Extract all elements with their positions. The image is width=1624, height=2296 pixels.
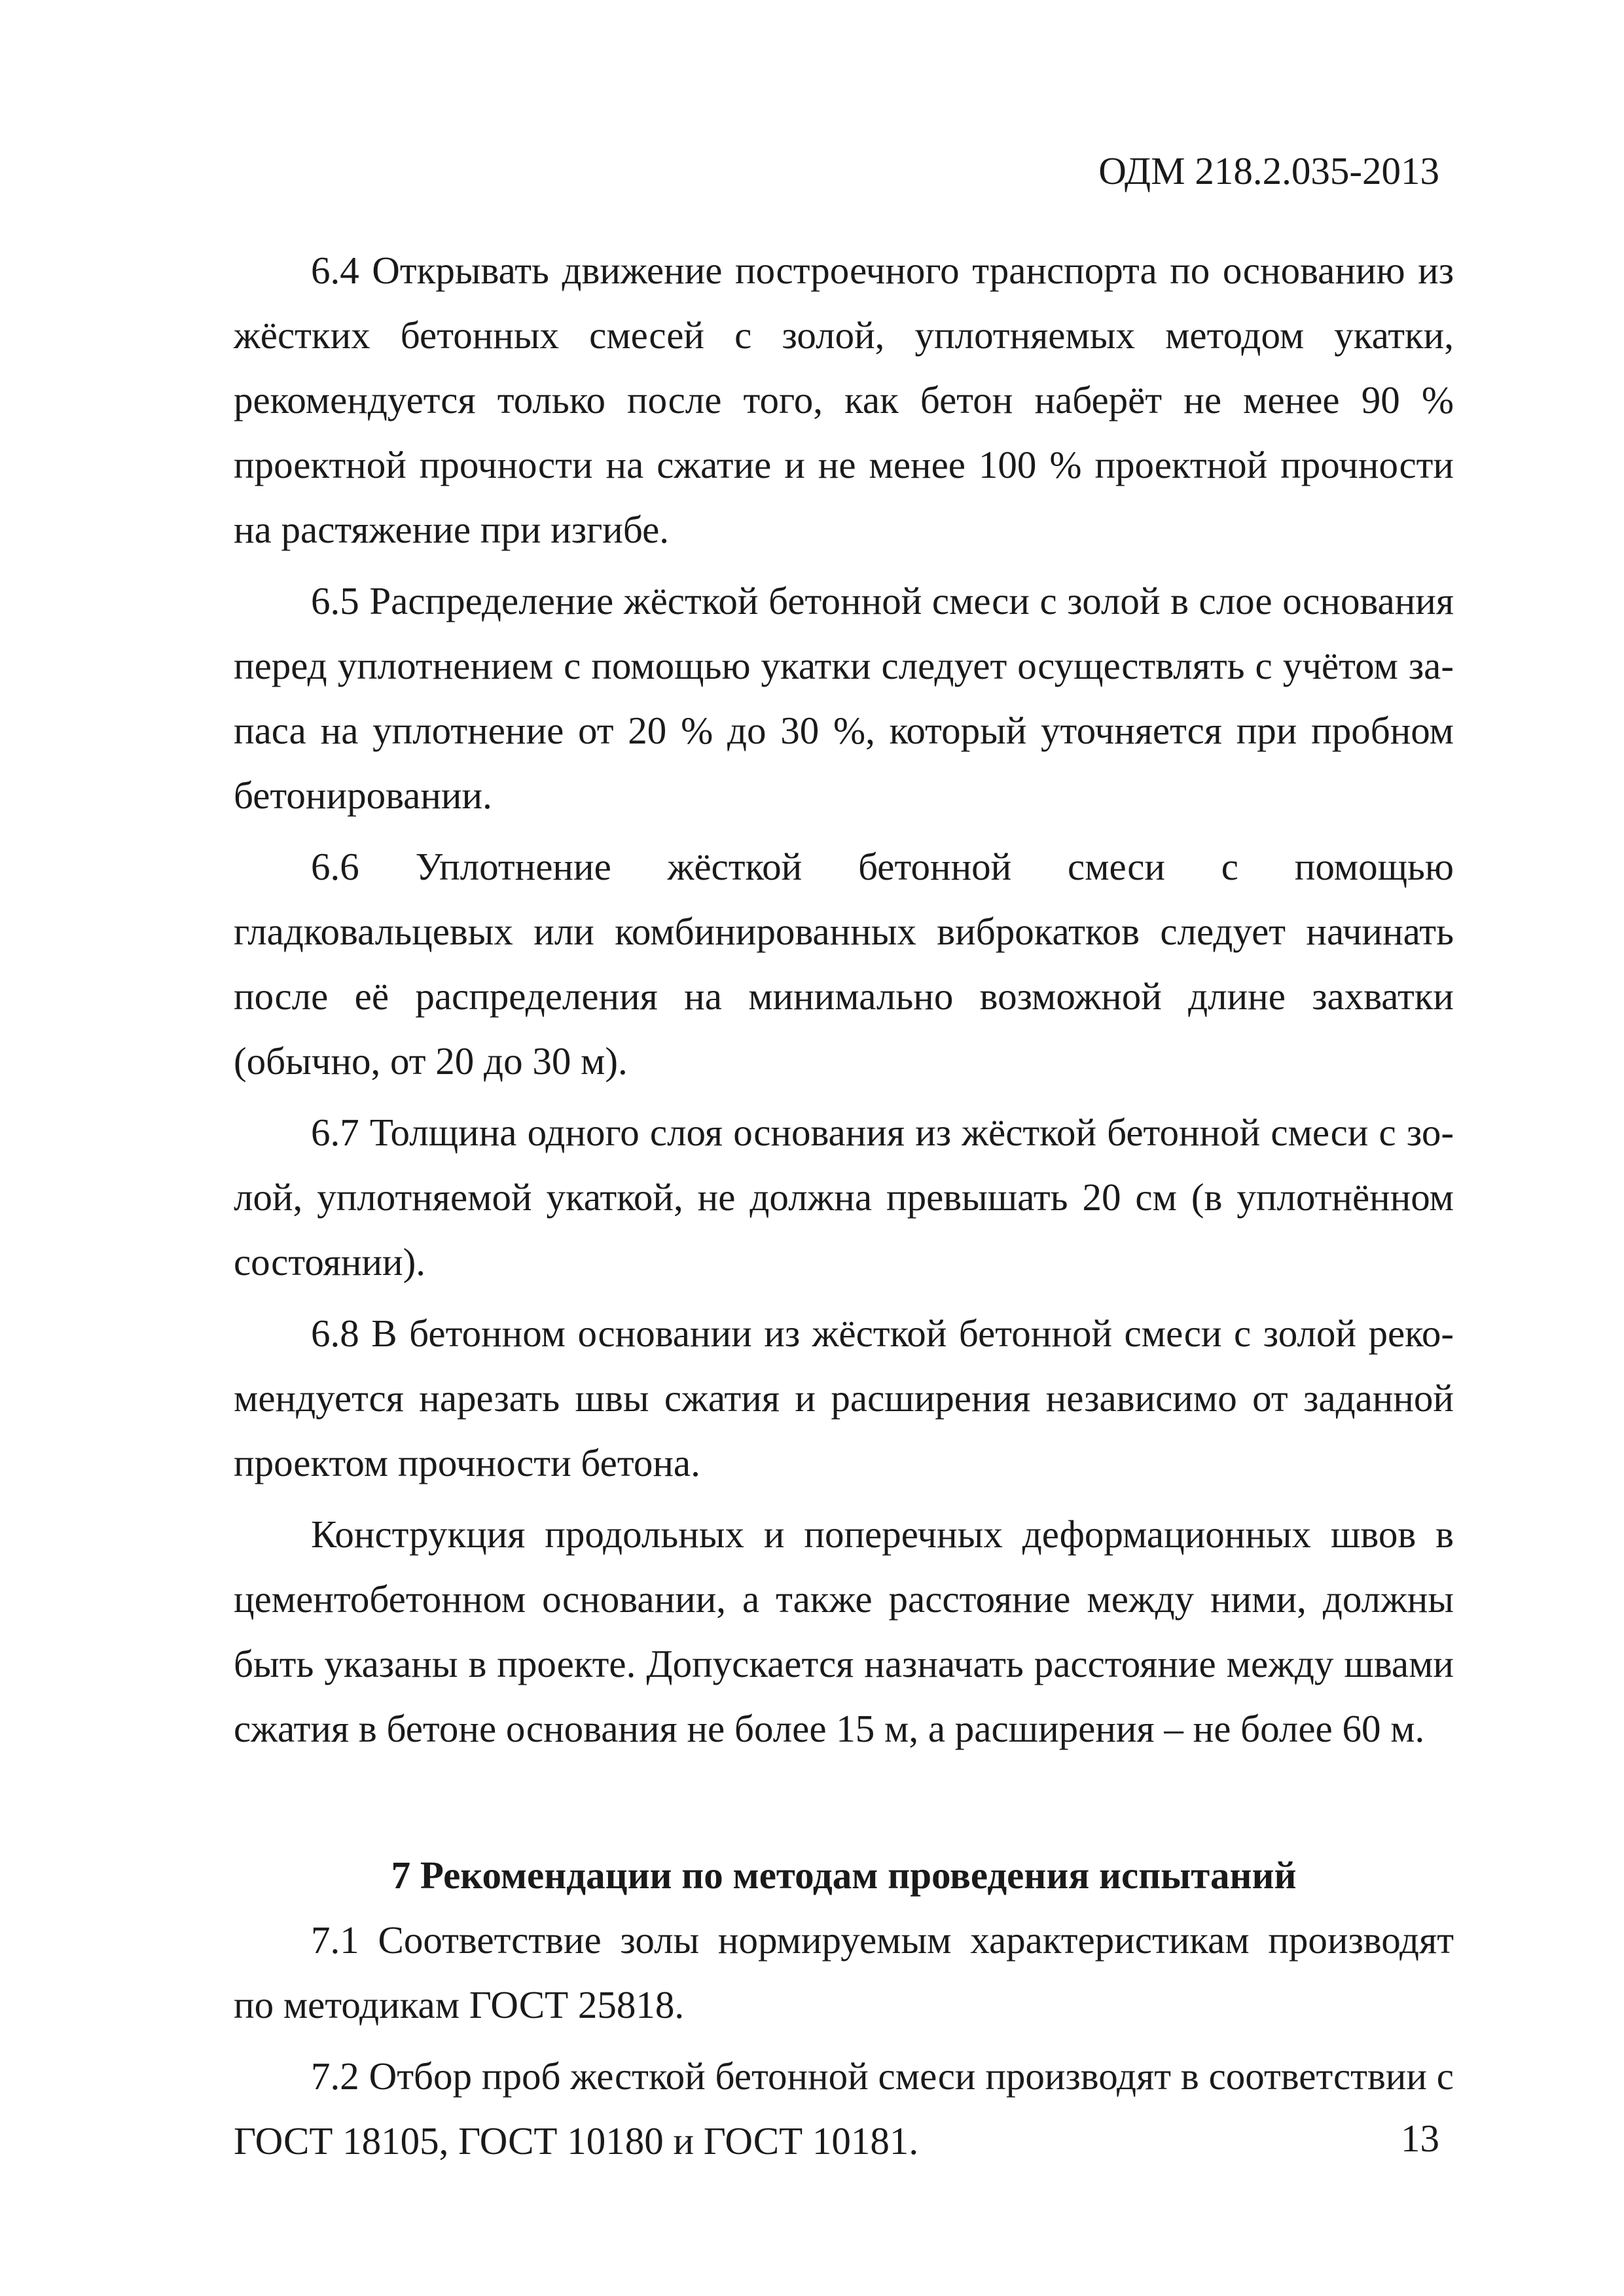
paragraph-6-5: 6.5 Распределение жёсткой бетонной смеси с золой в слое основания перед уплотнением с помощью укатки следует осуществлять с учётом запаса на уплотнение от 20 % до 30 %, который уточняется при пробном бетонировании. xyxy=(234,579,1454,817)
paragraph-7-1: 7.1 Соответствие золы нормируемым характеристикам производят по методикам ГОСТ 25818. xyxy=(234,1918,1454,2026)
paragraph-6-7: 6.7 Толщина одного слоя основания из жёсткой бетонной смеси с золой, уплотняемой укаткой, не должна превышать 20 см (в уплотнённом состоянии). xyxy=(234,1111,1454,1283)
section-7-heading: 7 Рекомендации по методам проведения испытаний xyxy=(391,1854,1297,1897)
page-number: 13 xyxy=(1401,2117,1439,2160)
paragraph-6-4: 6.4 Открывать движение построечного транспорта по основанию из жёстких бетонных смесей с золой, уплотняемых методом укатки, рекомендуется только после того, как бетон наберёт не менее 90 % проектной прочности на сжатие и не менее 100 % проектной прочности на растяжение при изгибе. xyxy=(234,249,1454,551)
paragraph-7-2: 7.2 Отбор проб жесткой бетонной смеси производят в соответствии с ГОСТ 18105, ГОСТ 10180 и ГОСТ 10181. xyxy=(234,2054,1454,2162)
paragraph-6-8: 6.8 В бетонном основании из жёсткой бетонной смеси с золой рекомендуется нарезать швы сжатия и расширения независимо от заданной проектом прочности бетона. xyxy=(234,1312,1454,1484)
paragraph-6-6: 6.6 Уплотнение жёсткой бетонной смеси с помощью гладковальцевых или комбинированных виброкатков следует начинать после её распределения на минимально возможной длине захватки (обычно, от 20 до 30 м). xyxy=(234,845,1454,1083)
paragraph-6-8-joints: Конструкция продольных и поперечных деформационных швов в цементобетонном основании, а также расстояние между ними, должны быть указаны в проекте. Допускается назначать расстояние между швами сжатия в бетоне основания не более 15 м, а расширения – не более 60 м. xyxy=(234,1513,1454,1750)
body-text xyxy=(234,238,1454,2174)
document-code: ОДМ 218.2.035-2013 xyxy=(1098,149,1439,192)
